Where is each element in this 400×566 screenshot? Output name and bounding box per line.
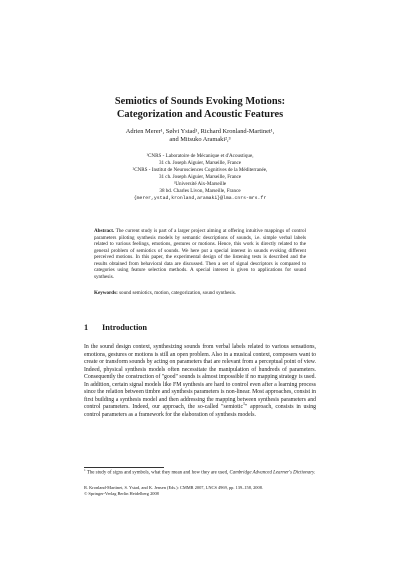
abstract [94,228,306,280]
publication-citation [84,485,316,497]
footnote-source: Cambridge Advanced Learner's Dictionary. [229,470,316,476]
paper-title [40,95,360,121]
author-emails: {merer,ystad,kronland,aramaki}@lma.cnrs-mrs.fr [133,196,267,201]
affiliation-line: ³Université Aix-Marseille [173,181,227,187]
introduction-paragraph [84,344,316,419]
affiliation-line: ¹CNRS - Laboratoire de Mécanique et d'Acoustique, [146,153,254,159]
keywords-label: Keywords: [94,290,118,296]
affiliation-line: 31 ch. Joseph Aiguier, Marseille, France [158,160,242,166]
section-heading [84,323,147,332]
citation-line-1: R. Kronland-Martinet, S. Ystad, and K. Jensen (Eds.): CMMR 2007, LNCS 4969, pp. 139–158, 2008. [84,485,263,490]
footnote-mark: 1 [84,468,86,472]
footnote-reference[interactable]: 1 [243,401,246,407]
abstract-text: The current study is part of a larger project aiming at offering intuitive mappings of control parameters piloting synthesis models by semantic descriptions of sounds, i.e. simple verbal labels related to various feelings, emotions, gestures or motions. Hence, this work is directly related to the general problem of semiotics of sounds. We here put a special interest in sounds evoking different perceived motions. In this paper, the experimental design of the listening tests is described and the results obtained from behavioral data are discussed. Then a set of signal descriptors is compared to categories using feature selection methods. A special interest is given to applications for sound synthesis. [94,228,306,280]
title-line-2: Categorization and Acoustic Features [116,109,284,120]
abstract-label: Abstract. [94,228,115,234]
affiliation-line: 31 ch. Joseph Aiguier, Marseille, France [158,174,242,180]
author-list [40,128,360,145]
authors-line-1: Adrien Merer¹, Sølvi Ystad¹, Richard Kronland-Martinet¹, [125,128,275,135]
authors-line-2: and Mitsuko Aramaki²,³ [169,136,231,144]
section-number: 1 [84,323,89,332]
affiliations [60,153,340,202]
keywords-text: sound semiotics, motion, categorization, sound synthesis. [119,290,237,296]
keywords [94,290,306,297]
footnote-text: The study of signs and symbols, what they mean and how they are used, [86,470,229,476]
affiliation-line: 38 bd. Charles Livon, Marseille, France [159,188,241,194]
section-title: Introduction [102,323,148,332]
title-line-1: Semiotics of Sounds Evoking Motions: [114,96,286,107]
copyright-line: © Springer-Verlag Berlin Heidelberg 2008 [84,490,159,496]
affiliation-line: ²CNRS - Institut de Neurosciences Cognitives de la Méditerranée, [132,167,268,173]
intro-text-part-1: In the sound design context, synthesizing sounds from verbal labels related to various sensations, emotions, gestures or motions is still an open problem. Also in a musical context, composers want to create or transform sounds by acting on parameters that are relevant from a perceptual point of view. Indeed, physical synthesis models often necessitate the manipulation of hundreds of parameters. Consequently the construction of "good" sounds is almost impossible if no mapping strategy is used. In addition, certain signal models like FM synthesis are hard to control even after a learning process since the relation between timbre and synthesis parameters is non-linear. Most approaches, consist in first building a synthesis model and then addressing the mapping between synthesis parameters and control parameters. Indeed, our approach, the so-called "semiotic [84,344,317,411]
intro-text-part-2: " approach, consists in using control parameters as a framework for the elaboration of synthesis models. [84,404,317,418]
footnote [84,470,316,477]
footnote-divider [84,467,164,468]
